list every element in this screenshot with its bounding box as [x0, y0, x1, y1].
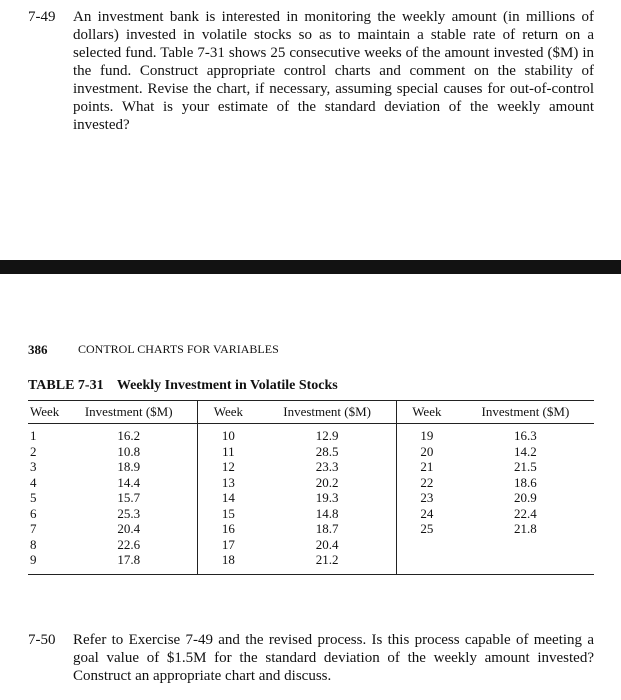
header-investment-3: Investment ($M) [457, 401, 594, 424]
table-row [28, 537, 594, 553]
problem-7-49 [28, 8, 594, 134]
week-cell: 7 [30, 521, 37, 537]
investment-cell: 18.6 [514, 474, 537, 490]
problem-number: 7-49 [28, 9, 56, 25]
table-row [28, 490, 594, 506]
header-week-1: Week [28, 401, 60, 424]
week-cell: 24 [420, 505, 434, 521]
investment-cell: 20.9 [514, 490, 537, 506]
investment-cell: 21.8 [514, 521, 537, 537]
problem-7-50 [28, 631, 594, 685]
table-row [28, 521, 594, 537]
header-investment-2: Investment ($M) [258, 401, 396, 424]
investment-cell: 20.2 [258, 475, 396, 491]
week-cell: 15 [221, 505, 235, 521]
table-row [28, 424, 594, 444]
table-row [28, 444, 594, 460]
week-cell: 2 [30, 443, 37, 459]
investment-cell [457, 552, 594, 574]
page-number: 386 [28, 342, 48, 357]
investment-cell: 14.4 [60, 475, 198, 491]
week-cell: 6 [30, 505, 37, 521]
investment-cell: 18.9 [60, 459, 198, 475]
investment-cell: 12.9 [258, 424, 396, 444]
table-row [28, 475, 594, 491]
investment-cell: 16.2 [60, 424, 198, 444]
investment-cell: 22.6 [60, 537, 198, 553]
week-cell: 16 [221, 521, 235, 537]
table-title: Weekly Investment in Volatile Stocks [116, 378, 338, 393]
investment-cell: 17.8 [60, 552, 198, 574]
investment-cell: 21.2 [258, 552, 396, 574]
week-cell: 17 [221, 536, 235, 552]
week-cell: 8 [30, 536, 37, 552]
investment-cell: 14.2 [514, 443, 537, 459]
week-cell: 3 [30, 459, 37, 475]
problem-number: 7-50 [28, 632, 56, 648]
table-row [28, 552, 594, 574]
table-caption [28, 378, 338, 394]
investment-table [28, 400, 594, 575]
investment-cell: 22.4 [514, 505, 537, 521]
problem-text: An investment bank is interested in monitoring the weekly amount (in millions of dollars) invested in volatile stocks so as to maintain a stable rate of return on a selected fund. Table 7-31 shows 25 consecutive weeks of the amount invested ($M) in the fund. Construct appropriate control charts and comment on the stability of investment. Revise the chart, if necessary, assuming special causes for out-of-control points. What is your estimate of the standard deviation of the weekly amount invested? [73, 9, 594, 133]
week-cell: 10 [221, 428, 235, 444]
week-cell: 5 [30, 490, 37, 506]
investment-cell: 20.4 [258, 537, 396, 553]
investment-cell [457, 537, 594, 553]
investment-cell: 19.3 [258, 490, 396, 506]
week-cell [396, 552, 457, 574]
week-cell: 12 [221, 459, 235, 475]
week-cell: 19 [420, 428, 434, 444]
header-week-3: Week [396, 401, 457, 424]
week-cell: 9 [30, 552, 37, 568]
problem-text: Refer to Exercise 7-49 and the revised process. Is this process capable of meeting a goal value of $1.5M for the standard deviation of the weekly amount invested? Construct an appropriate chart and discuss. [73, 632, 594, 684]
week-cell: 11 [222, 443, 235, 459]
week-cell: 22 [420, 474, 434, 490]
week-cell: 20 [420, 443, 434, 459]
table-header-row [28, 401, 594, 424]
investment-cell: 18.7 [258, 521, 396, 537]
week-cell: 21 [420, 459, 434, 475]
week-cell: 18 [221, 552, 235, 568]
investment-cell: 15.7 [60, 490, 198, 506]
investment-cell: 20.4 [60, 521, 198, 537]
week-cell: 23 [420, 490, 434, 506]
week-cell [396, 537, 457, 553]
table-row [28, 506, 594, 522]
week-cell: 1 [30, 428, 37, 444]
investment-cell: 21.5 [514, 459, 537, 475]
section-title: CONTROL CHARTS FOR VARIABLES [78, 342, 279, 356]
week-cell: 13 [221, 474, 235, 490]
page-header [28, 342, 279, 358]
week-cell: 25 [420, 521, 434, 537]
week-cell: 14 [221, 490, 235, 506]
investment-cell: 25.3 [60, 506, 198, 522]
table-row [28, 459, 594, 475]
page-divider-bar [0, 260, 621, 274]
investment-cell: 10.8 [60, 444, 198, 460]
investment-cell: 23.3 [258, 459, 396, 475]
investment-cell: 14.8 [258, 506, 396, 522]
header-investment-1: Investment ($M) [60, 401, 198, 424]
table-label: TABLE 7-31 [28, 378, 104, 393]
investment-cell: 28.5 [258, 444, 396, 460]
week-cell: 4 [30, 474, 37, 490]
header-week-2: Week [198, 401, 259, 424]
investment-cell: 16.3 [514, 428, 537, 444]
